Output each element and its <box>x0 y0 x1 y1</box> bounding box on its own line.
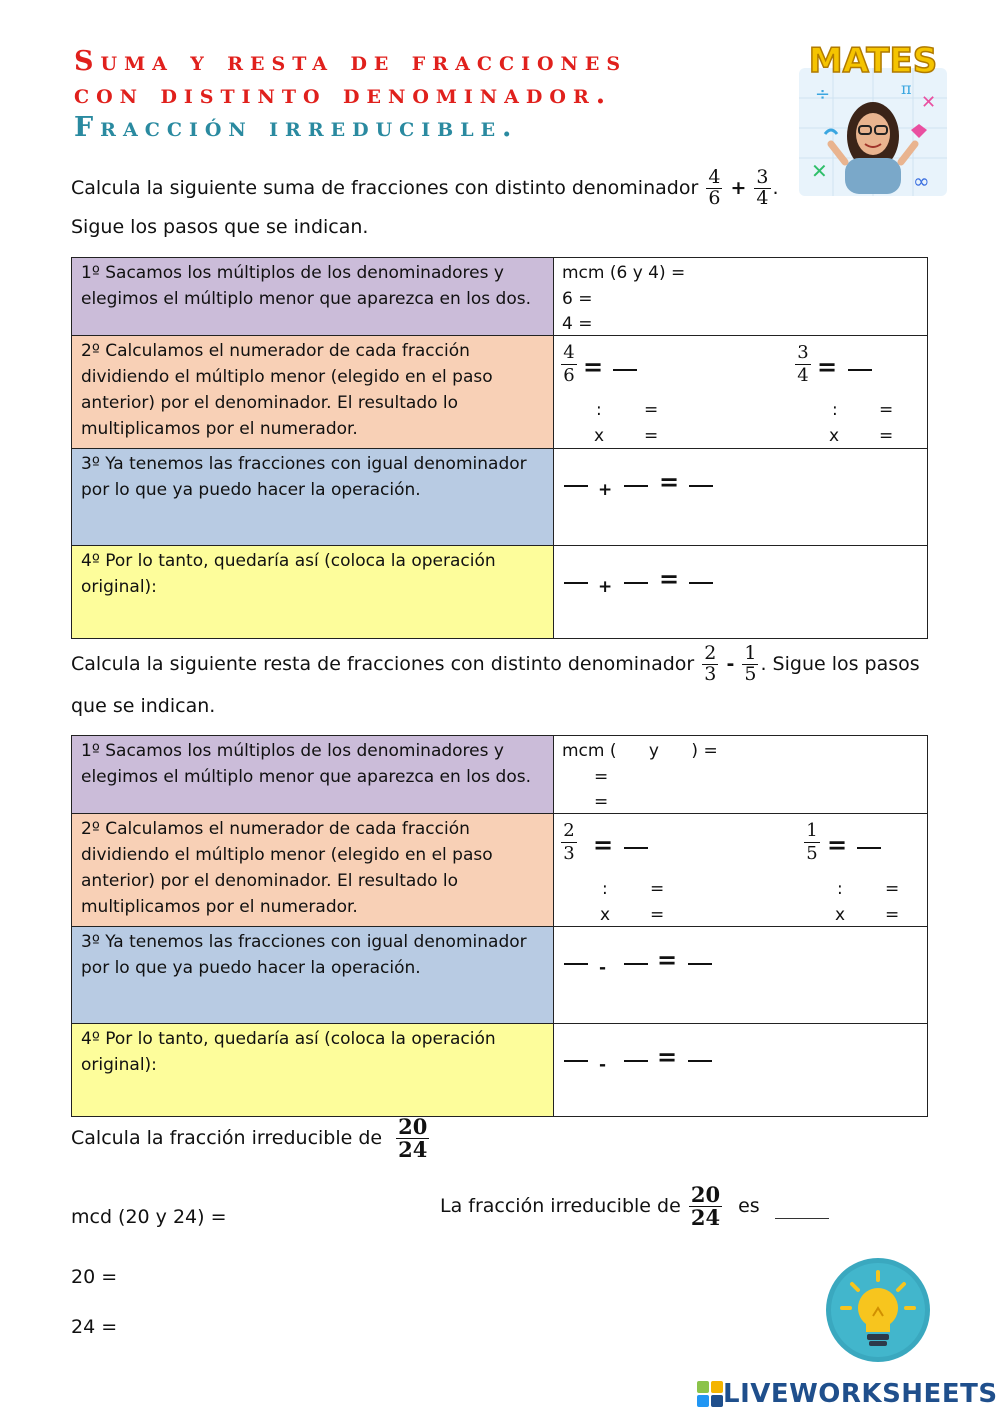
sum-step4-eq: = <box>659 565 680 593</box>
sub-step2-right-div-eq: = <box>885 879 900 899</box>
sub-step2-right-mul-eq: = <box>885 905 900 925</box>
sum-step2-left-blank[interactable] <box>613 369 637 371</box>
sub-step2-right-div: : <box>837 879 843 899</box>
mates-avatar-logo <box>793 38 953 198</box>
sub-step4-operator: - <box>599 1055 607 1075</box>
sum-step4-blank-result[interactable] <box>689 582 713 584</box>
sub-step2-left-fraction: 2 3 <box>561 820 577 865</box>
sum-step2-right-div: : <box>832 400 838 420</box>
sum-step4-operator: + <box>598 577 613 597</box>
sub-step3-blank-result[interactable] <box>688 963 712 965</box>
sub-instruction <box>71 644 920 685</box>
sub-step4-blank-result[interactable] <box>688 1060 712 1062</box>
sub-step3-operator: - <box>599 958 607 978</box>
sum-step2-left-fraction: 4 6 <box>561 342 577 387</box>
sub-step3-blank-2[interactable] <box>624 963 648 965</box>
sub-mcm-line: mcm ( y ) = <box>562 741 718 761</box>
sub-instruction-text: Calcula la siguiente resta de fracciones con distinto denominador <box>71 652 695 675</box>
title-line-2: con distinto denominador. <box>74 79 613 110</box>
sub-step4-blank-1[interactable] <box>564 1060 588 1062</box>
svg-text:∞: ∞ <box>913 169 930 193</box>
sum-step2-left-div-eq: = <box>644 400 659 420</box>
sum-step2-right-blank[interactable] <box>848 369 872 371</box>
sum-step-2-answer[interactable] <box>554 336 928 449</box>
svg-text:✕: ✕ <box>921 92 937 113</box>
sub-step-4-text: 4º Por lo tanto, quedaría así (coloca la operación original): <box>72 1024 554 1117</box>
sub-step-2-row <box>72 814 928 927</box>
irreducible-instruction <box>71 1116 431 1161</box>
sub-fraction-a: $\frac{2}{3}$ <box>704 642 717 685</box>
sub-instruction-suffix: . Sigue los pasos <box>760 652 920 675</box>
sub-step-4-answer[interactable] <box>554 1024 928 1117</box>
liveworksheets-brand: LIVEWORKSHEETS <box>723 1379 998 1409</box>
sum-mcm-line: mcm (6 y 4) = <box>562 263 686 283</box>
irreducible-answer-fraction: $\frac{20}{24}$ <box>690 1182 721 1231</box>
sub-step2-right-fraction: 1 5 <box>804 820 820 865</box>
sub-step3-blank-1[interactable] <box>564 963 588 965</box>
sub-step-1-answer[interactable] <box>554 736 928 814</box>
sub-step2-left-mul-eq: = <box>650 905 665 925</box>
sub-step-3-row <box>72 927 928 1024</box>
irreducible-answer-prefix: La fracción irreducible de <box>440 1195 681 1218</box>
sum-step3-eq: = <box>659 468 680 496</box>
sum-step2-right-fraction: 3 4 <box>795 342 811 387</box>
sum-step3-blank-result[interactable] <box>689 485 713 487</box>
sum-step-2-text: 2º Calculamos el numerador de cada fracción dividiendo el múltiplo menor (elegido en el paso anterior) por el denominador. El resultado lo multiplicamos por el numerador. <box>72 336 554 449</box>
title-line-1: Suma y resta de fracciones <box>74 46 628 77</box>
irreducible-answer <box>440 1184 760 1229</box>
sub-step4-blank-2[interactable] <box>624 1060 648 1062</box>
liveworksheets-logo <box>697 1379 998 1409</box>
mcd-label: mcd (20 y 24) = <box>71 1206 227 1228</box>
sum-step2-right-div-eq: = <box>879 400 894 420</box>
sub-step2-left-div: : <box>602 879 608 899</box>
sum-steps-table <box>71 257 928 639</box>
sum-step-1-text: 1º Sacamos los múltiplos de los denominadores y elegimos el múltiplo menor que aparezca en los dos. <box>72 258 554 336</box>
sum-step2-left-div: : <box>596 400 602 420</box>
irreducible-answer-suffix: es <box>738 1195 760 1218</box>
sub-steps-table <box>71 735 928 1117</box>
sub-step-3-text: 3º Ya tenemos las fracciones con igual denominador por lo que ya puedo hacer la operación. <box>72 927 554 1024</box>
sub-operator: - <box>726 652 735 675</box>
sum-step3-blank-2[interactable] <box>624 485 648 487</box>
sum-step-2-row <box>72 336 928 449</box>
sum-step-4-row <box>72 546 928 639</box>
sum-instruction-text: Calcula la siguiente suma de fracciones con distinto denominador <box>71 176 699 199</box>
sub-instruction-line2: que se indican. <box>71 695 216 717</box>
sub-multiples-b: = <box>594 792 609 812</box>
sum-step2-right-eq: = <box>817 353 838 381</box>
sub-step2-right-eq: = <box>827 831 848 859</box>
mates-text: MATES <box>808 41 938 81</box>
sub-step2-left-mul: x <box>600 905 611 925</box>
sum-multiples-4: 4 = <box>562 314 593 334</box>
sub-step-2-answer[interactable] <box>554 814 928 927</box>
sum-step2-left-mul-eq: = <box>644 426 659 446</box>
sum-operator: + <box>730 176 747 199</box>
sum-fraction-b: $\frac{3}{4}$ <box>756 166 769 209</box>
sub-step-2-text: 2º Calculamos el numerador de cada fracción dividiendo el múltiplo menor (elegido en el paso anterior) por el denominador. El resultado lo multiplicamos por el numerador. <box>72 814 554 927</box>
liveworksheets-mark-icon <box>697 1381 723 1407</box>
svg-text:π: π <box>901 79 912 98</box>
sum-step-3-text: 3º Ya tenemos las fracciones con igual denominador por lo que ya puedo hacer la operación. <box>72 449 554 546</box>
sum-step-1-answer[interactable] <box>554 258 928 336</box>
sub-step-3-answer[interactable] <box>554 927 928 1024</box>
sum-step-4-answer[interactable] <box>554 546 928 639</box>
sum-step2-right-mul-eq: = <box>879 426 894 446</box>
sub-step2-left-eq: = <box>593 831 614 859</box>
sub-step2-left-blank[interactable] <box>624 847 648 849</box>
sum-step4-blank-2[interactable] <box>624 582 648 584</box>
sum-step4-blank-1[interactable] <box>564 582 588 584</box>
sum-step-3-row <box>72 449 928 546</box>
sum-step2-left-mul: x <box>594 426 605 446</box>
sum-instruction-line2: Sigue los pasos que se indican. <box>71 216 369 238</box>
sub-step-1-text: 1º Sacamos los múltiplos de los denominadores y elegimos el múltiplo menor que aparezca en los dos. <box>72 736 554 814</box>
sum-step-4-text: 4º Por lo tanto, quedaría así (coloca la operación original): <box>72 546 554 639</box>
sum-step-3-answer[interactable] <box>554 449 928 546</box>
sum-instruction <box>71 168 779 209</box>
irreducible-instruction-text: Calcula la fracción irreducible de <box>71 1127 383 1150</box>
sum-step2-right-mul: x <box>829 426 840 446</box>
line-24: 24 = <box>71 1316 118 1338</box>
sum-multiples-6: 6 = <box>562 289 593 309</box>
sum-instruction-end: . <box>772 176 779 199</box>
title-line-3: Fracción irreducible. <box>74 112 519 143</box>
sub-step4-eq: = <box>657 1043 678 1071</box>
sub-step-4-row <box>72 1024 928 1117</box>
sub-step2-right-blank[interactable] <box>857 847 881 849</box>
sub-multiples-a: = <box>594 767 609 787</box>
sum-step-1-row <box>72 258 928 336</box>
lightbulb-icon <box>826 1258 930 1362</box>
sub-step2-right-mul: x <box>835 905 846 925</box>
sub-step3-eq: = <box>657 946 678 974</box>
sum-step2-left-eq: = <box>583 353 604 381</box>
irreducible-fraction: $\frac{20}{24}$ <box>398 1114 428 1163</box>
sub-fraction-b: $\frac{1}{5}$ <box>744 642 757 685</box>
svg-text:✕: ✕ <box>811 159 828 183</box>
sum-step3-blank-1[interactable] <box>564 485 588 487</box>
irreducible-answer-blank[interactable] <box>775 1218 829 1219</box>
sub-step-1-row <box>72 736 928 814</box>
sub-step2-left-div-eq: = <box>650 879 665 899</box>
sum-fraction-a: $\frac{4}{6}$ <box>708 166 721 209</box>
sum-step3-operator: + <box>598 480 613 500</box>
line-20: 20 = <box>71 1266 118 1288</box>
svg-text:÷: ÷ <box>815 84 831 105</box>
